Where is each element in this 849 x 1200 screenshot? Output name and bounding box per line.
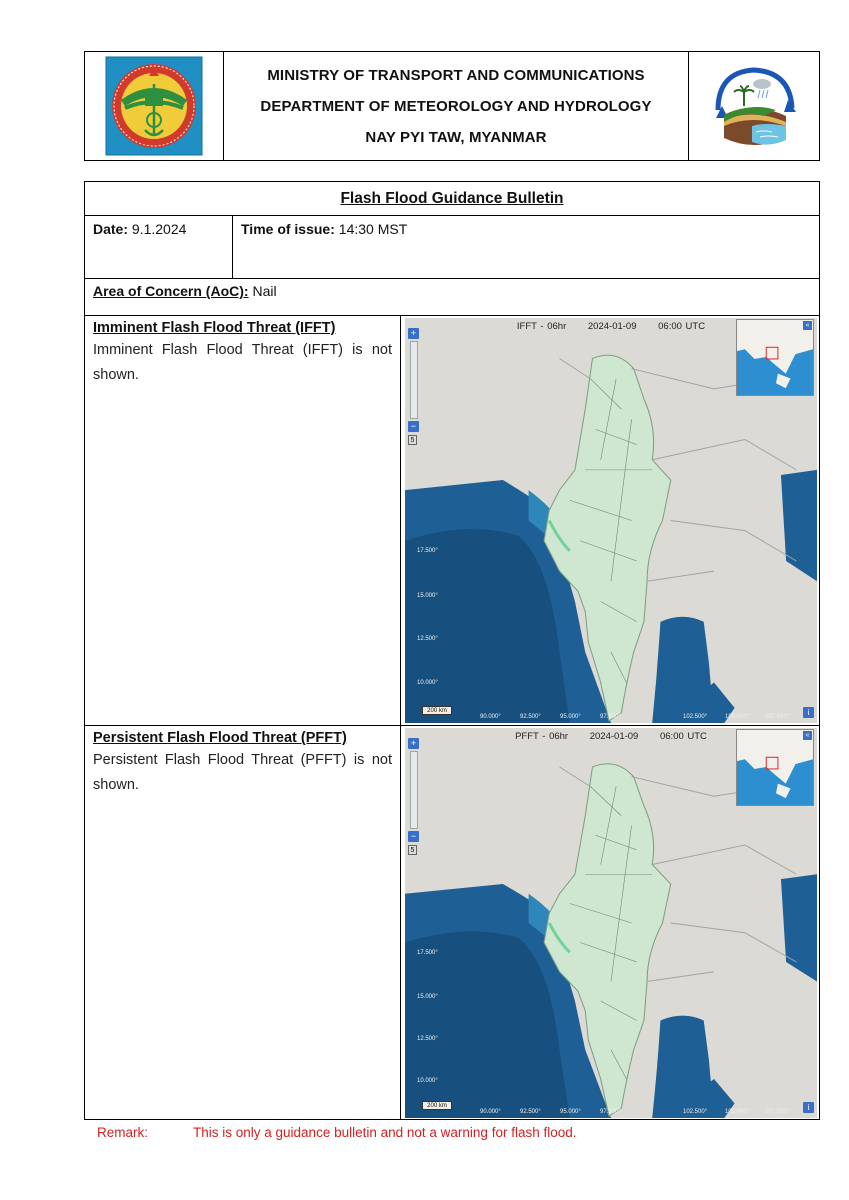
lon-label: 105.000° [725,1109,750,1115]
ministry-emblem-icon [105,56,203,156]
issue-info-row [85,216,819,279]
lon-label: 105.000° [725,714,750,720]
zoom-in-button[interactable]: + [408,328,419,339]
ifft-map[interactable] [405,318,817,723]
lat-label: 15.000° [417,593,438,599]
lon-label: 102.500° [683,1109,708,1115]
zoom-in-button[interactable]: + [408,738,419,749]
bulletin-table [84,181,820,1120]
issue-date-cell [85,216,233,278]
lon-label: 90.000° [480,1109,501,1115]
pfft-map-date: 2024-01-09 [589,731,639,742]
header-title-block [224,52,688,160]
time-label: Time of issue: [241,221,335,237]
lon-label: 92.500° [520,714,541,720]
pfft-map-time: 06:00 UTC [659,731,707,742]
pfft-text-cell [85,726,401,1120]
lon-label: 90.000° [480,714,501,720]
ifft-text-cell [85,316,401,725]
ifft-zoom-control [408,328,419,445]
ifft-map-time: 06:00 UTC [658,321,706,332]
zoom-level-indicator: 5 [408,435,417,445]
remark-text: This is only a guidance bulletin and not a warning for flash flood. [193,1125,577,1140]
lat-label: 17.500° [417,548,438,554]
lat-label: 15.000° [417,994,438,1000]
remark-line [97,1125,576,1140]
pfft-overview-map[interactable] [736,729,814,806]
collapse-overview-button[interactable]: « [803,731,812,740]
lon-label: 97.500° [600,714,621,720]
lat-label: 12.500° [417,636,438,642]
time-value: 14:30 MST [338,221,408,237]
dmh-emblem-icon [704,60,804,152]
document-header [84,51,820,161]
pfft-map-product: PFFT - 06hr [515,731,569,742]
lon-label: 95.000° [560,1109,581,1115]
zoom-slider[interactable] [410,341,418,419]
issue-time-cell [233,216,819,278]
lat-label: 17.500° [417,950,438,956]
aoc-value: Nail [252,283,277,299]
date-label: Date: [93,221,129,237]
ifft-title: Imminent Flash Flood Threat (IFFT) [93,320,336,336]
pfft-section [85,726,819,1120]
collapse-overview-button[interactable]: « [803,321,812,330]
zoom-out-button[interactable]: − [408,831,419,842]
pfft-title: Persistent Flash Flood Threat (PFFT) [93,730,347,746]
area-of-concern-row [85,279,819,316]
lon-label: 97.500° [600,1109,621,1115]
zoom-out-button[interactable]: − [408,421,419,432]
ministry-name: MINISTRY OF TRANSPORT AND COMMUNICATIONS [267,66,645,84]
pfft-map[interactable] [405,728,817,1118]
lat-label: 10.000° [417,680,438,686]
lon-label: 107.500° [765,714,790,720]
map-scale-bar: 200 km [422,706,452,715]
dmh-logo-cell [688,52,819,160]
overview-map-image [737,730,813,805]
bulletin-title: Flash Flood Guidance Bulletin [85,182,819,216]
remark-label: Remark: [97,1125,149,1140]
location-name: NAY PYI TAW, MYANMAR [365,128,547,146]
info-icon[interactable]: i [803,1102,814,1113]
pfft-description: Persistent Flash Flood Threat (PFFT) is not shown. [93,752,392,793]
overview-map-image [737,320,813,395]
info-icon[interactable]: i [803,707,814,718]
pfft-map-cell [401,726,819,1120]
pfft-zoom-control [408,738,419,855]
ifft-section [85,316,819,726]
ifft-map-cell [401,316,819,725]
map-scale-bar: 200 km [422,1101,452,1110]
lat-label: 12.500° [417,1036,438,1042]
lon-label: 102.500° [683,714,708,720]
ifft-description: Imminent Flash Flood Threat (IFFT) is not shown. [93,342,392,383]
lon-label: 92.500° [520,1109,541,1115]
zoom-slider[interactable] [410,751,418,829]
lon-label: 95.000° [560,714,581,720]
ifft-map-date: 2024-01-09 [587,321,637,332]
lon-label: 107.500° [765,1109,790,1115]
lat-label: 10.000° [417,1078,438,1084]
zoom-level-indicator: 5 [408,845,417,855]
ministry-logo-cell [85,52,224,160]
ifft-overview-map[interactable] [736,319,814,396]
date-value: 9.1.2024 [131,221,187,237]
aoc-label: Area of Concern (AoC): [93,283,249,299]
ifft-map-product: IFFT - 06hr [516,321,567,332]
department-name: DEPARTMENT OF METEOROLOGY AND HYDROLOGY [260,97,652,115]
